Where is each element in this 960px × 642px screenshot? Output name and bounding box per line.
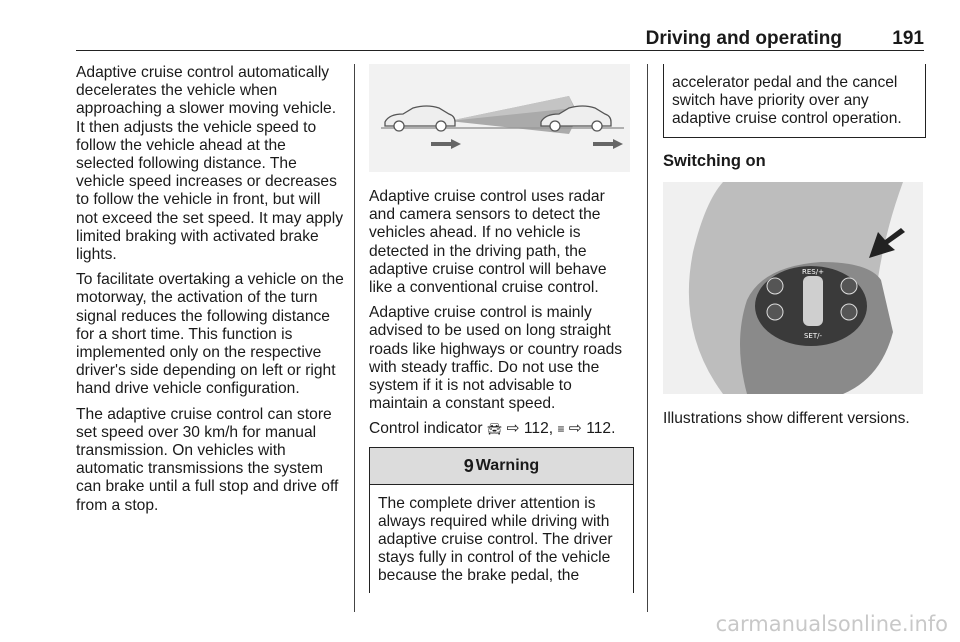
cruise-car-icon: 🚘︎: [486, 422, 503, 437]
column-divider: [354, 64, 355, 612]
set-label: SET/-: [803, 331, 823, 340]
page-ref-1[interactable]: ⇨ 112,: [506, 420, 554, 438]
control-indicator-label: Control indicator: [369, 420, 483, 438]
watermark: carmanualsonline.info: [715, 612, 948, 636]
thumbwheel: [803, 276, 823, 326]
column-left: [76, 64, 344, 522]
section-title: Driving and operating: [645, 28, 842, 49]
column-middle: [369, 64, 634, 593]
steering-wheel-illustration: [663, 182, 923, 394]
illustration-caption: Illustrations show different versions.: [663, 409, 910, 427]
paragraph: To facilitate overtaking a vehicle on the motorway, the activation of the turn signal reduces the following distance for a short time. This function is implemented only on the respective driver's side depending on left or right hand drive vehicle configuration.: [76, 271, 344, 398]
cruise-cancel-icon: [767, 304, 783, 320]
warning-continuation-box: [663, 64, 926, 138]
warning-title: Warning: [475, 456, 540, 474]
arrow-right-icon: [431, 139, 461, 149]
paragraph: The adaptive cruise control can store set speed over 30 km/h for manual transmission. On vehicles with automatic transmissions the system can brake until a full stop and drive off from a stop.: [76, 405, 339, 514]
warning-header: [370, 448, 633, 485]
res-label: RES/+: [802, 267, 824, 276]
page-ref-2[interactable]: ⇨ 112.: [568, 420, 616, 438]
steering-wheel-drawing: [663, 182, 923, 394]
paragraph: Adaptive cruise control automatically decelerates the vehicle when approaching a slower moving vehicle. It then adjusts the vehicle speed to follow the vehicle ahead at the selected following distance. The vehicle speed increases or decreases to follow the vehicle in front, but will not exceed the set speed. It may apply limited braking with activated brake lights.: [76, 64, 343, 264]
warning-box: [369, 447, 634, 593]
reference-arrow-icon: ⇨: [568, 420, 582, 438]
section-heading: Switching on: [663, 151, 766, 170]
paragraph: Adaptive cruise control uses radar and camera sensors to detect the vehicles ahead. If no vehicle is detected in the driving path, the adaptive cruise control will behave like a conventional cruise control.: [369, 188, 607, 297]
paragraph: Adaptive cruise control is mainly advised to be used on long straight roads like highways or country roads with steady traffic. Do not use the system if it is not advisable to maintain a constant speed.: [369, 304, 623, 413]
arrow-right-icon: [593, 139, 623, 149]
warning-icon: 9: [463, 455, 474, 476]
adaptive-cruise-icon: ≡: [557, 422, 565, 437]
radar-illustration: [369, 64, 630, 172]
column-divider: [647, 64, 648, 612]
distance-button-icon: [767, 278, 783, 294]
warning-text: The complete driver attention is always required while driving with adaptive cruise control. The driver stays fully in control of the vehicle because the brake pedal, the: [378, 494, 613, 585]
page-number: 191: [892, 28, 924, 49]
radar-cars-drawing: [369, 64, 630, 172]
warning-continuation-text: accelerator pedal and the cancel switch have priority over any adaptive cruise control operation.: [672, 74, 902, 128]
adaptive-cruise-button-icon: [841, 278, 857, 294]
column-right: [663, 64, 926, 435]
cruise-on-off-icon: [841, 304, 857, 320]
control-indicator-line: [369, 420, 634, 438]
reference-arrow-icon: ⇨: [506, 420, 520, 438]
page-header: [76, 26, 924, 51]
